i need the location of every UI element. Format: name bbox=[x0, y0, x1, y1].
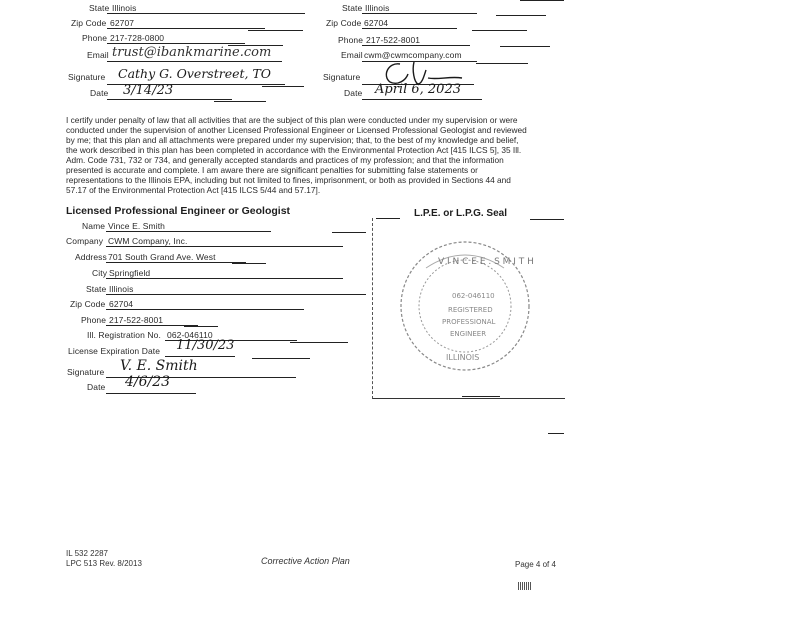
certification-line: 57.17 of the Environmental Protection Act [415 ILCS 5/44 and 57.17]. bbox=[66, 185, 321, 195]
svg-text:ENGINEER: ENGINEER bbox=[450, 330, 487, 338]
consultant-top-line bbox=[520, 0, 564, 1]
lpe-name-label: Name bbox=[82, 221, 106, 231]
lpe-signature-label: Signature bbox=[67, 367, 105, 377]
consultant-date: April 6, 2023 bbox=[375, 82, 461, 97]
consultant-phone-extra-line bbox=[500, 46, 550, 47]
lpe-company-value: CWM Company, Inc. bbox=[108, 236, 188, 246]
lpe-company-label: Company bbox=[66, 236, 104, 246]
owner-phone-line bbox=[107, 43, 245, 44]
consultant-phone-label: Phone bbox=[338, 35, 364, 45]
lpe-expiration-line bbox=[165, 356, 235, 357]
owner-state-line bbox=[107, 13, 305, 14]
certification-line: representations to the Illinois EPA, including but not limited to fines, imprisonment, or both as provided in Sections 44 and bbox=[66, 175, 511, 185]
svg-text:ILLINOIS: ILLINOIS bbox=[446, 353, 480, 362]
consultant-state-extra-line bbox=[496, 15, 546, 16]
owner-email-line bbox=[107, 61, 282, 62]
owner-date-line bbox=[107, 99, 232, 100]
lpe-zip-line bbox=[106, 309, 304, 310]
consultant-date-line bbox=[362, 99, 482, 100]
consultant-date-label: Date bbox=[344, 88, 363, 98]
right-margin-line bbox=[548, 433, 564, 434]
owner-zip-line bbox=[107, 28, 265, 29]
owner-zip-value: 62707 bbox=[110, 18, 135, 28]
consultant-state-label: State bbox=[342, 3, 363, 13]
certification-line: by me; that this plan and all attachments were prepared under my supervision; that, to the best of my knowledge and belief, bbox=[66, 135, 519, 145]
consultant-phone-value: 217-522-8001 bbox=[366, 35, 421, 45]
owner-email-value: trust@ibankmarine.com bbox=[112, 45, 272, 60]
lpe-state-line bbox=[106, 294, 366, 295]
certification-line: presented is accurate and complete. I am aware there are significant penalties for submitting false statements or bbox=[66, 165, 478, 175]
owner-email-label: Email bbox=[87, 50, 109, 60]
certification-line: conducted under the supervision of another Licensed Professional Engineer or Licensed Professional Geologist and reviewed bbox=[66, 125, 527, 135]
lpe-expiration-label: License Expiration Date bbox=[68, 346, 161, 356]
lpe-phone-label: Phone bbox=[81, 315, 107, 325]
consultant-email-extra-line bbox=[476, 63, 528, 64]
footer-doc-title: Corrective Action Plan bbox=[261, 556, 350, 566]
lpe-phone-extra-line bbox=[184, 326, 218, 327]
lpe-date: 4/6/23 bbox=[125, 374, 171, 390]
owner-signature-extra-line bbox=[262, 86, 304, 87]
lpe-city-label: City bbox=[92, 268, 108, 278]
lpe-city-line bbox=[106, 278, 343, 279]
owner-date-extra-line bbox=[214, 101, 266, 102]
owner-date: 3/14/23 bbox=[123, 83, 174, 98]
lpe-expiration-extra-line bbox=[252, 358, 310, 359]
consultant-phone-line bbox=[362, 45, 470, 46]
lpe-zip-value: 62704 bbox=[109, 299, 134, 309]
owner-phone-value: 217-728-0800 bbox=[110, 33, 165, 43]
lpe-registration-extra-line bbox=[290, 342, 348, 343]
lpe-name-extra-line bbox=[332, 232, 366, 233]
seal-bottom-extra-line bbox=[462, 396, 500, 397]
consultant-state-line bbox=[362, 13, 477, 14]
lpe-signature: V. E. Smith bbox=[120, 358, 198, 374]
svg-text:V I N C E E . S M I T H: V I N C E E . S M I T H bbox=[438, 257, 534, 267]
consultant-zip-line bbox=[362, 28, 457, 29]
svg-text:REGISTERED: REGISTERED bbox=[448, 306, 493, 314]
lpe-date-label: Date bbox=[87, 382, 106, 392]
certification-line: Adm. Code 731, 732 or 734, and generally accepted standards and practices of my profession; and that the information bbox=[66, 155, 504, 165]
certification-line: the work described in this plan has been completed in accordance with the Environmental Protection Act [415 ILCS 5], 35 Ill. bbox=[66, 145, 522, 155]
lpe-address-label: Address bbox=[75, 252, 107, 262]
owner-date-label: Date bbox=[90, 88, 109, 98]
lpe-address-line bbox=[106, 262, 246, 263]
lpe-name-line bbox=[106, 231, 271, 232]
consultant-state-value: Illinois bbox=[365, 3, 390, 13]
footer-scan-mark bbox=[518, 582, 532, 590]
owner-state-label: State bbox=[89, 3, 110, 13]
consultant-signature-label: Signature bbox=[323, 72, 361, 82]
certification-line: I certify under penalty of law that all activities that are the subject of this plan were conducted under my supervision or were bbox=[66, 115, 518, 125]
lpe-date-line bbox=[106, 393, 196, 394]
consultant-email-label: Email bbox=[341, 50, 363, 60]
lpe-registration-value: 062-046110 bbox=[167, 330, 213, 340]
lpe-seal bbox=[390, 228, 540, 388]
owner-zip-label: Zip Code bbox=[71, 18, 107, 28]
svg-text:062-046110: 062-046110 bbox=[452, 292, 495, 300]
lpe-company-line bbox=[106, 246, 343, 247]
owner-state-value: Illinois bbox=[112, 3, 137, 13]
consultant-zip-extra-line bbox=[472, 30, 527, 31]
consultant-email-value: cwm@cwmcompany.com bbox=[364, 50, 462, 60]
lpe-heading: Licensed Professional Engineer or Geologist bbox=[66, 205, 291, 217]
consultant-zip-value: 62704 bbox=[364, 18, 389, 28]
owner-signature: Cathy G. Overstreet, TO bbox=[118, 66, 272, 81]
footer-form-id: IL 532 2287 bbox=[66, 549, 108, 558]
svg-text:PROFESSIONAL: PROFESSIONAL bbox=[442, 318, 496, 326]
certification-statement bbox=[66, 115, 552, 195]
lpe-address-value: 701 South Grand Ave. West bbox=[108, 252, 216, 262]
lpe-city-value: Springfield bbox=[109, 268, 151, 278]
lpe-state-label: State bbox=[86, 284, 107, 294]
owner-signature-label: Signature bbox=[68, 72, 106, 82]
owner-phone-label: Phone bbox=[82, 33, 108, 43]
lpe-zip-label: Zip Code bbox=[70, 299, 106, 309]
lpe-state-value: Illinois bbox=[109, 284, 134, 294]
footer-form-rev: LPC 513 Rev. 8/2013 bbox=[66, 559, 142, 568]
lpe-expiration-value: 11/30/23 bbox=[176, 338, 235, 353]
lpe-name-value: Vince E. Smith bbox=[108, 221, 165, 231]
seal-heading: L.P.E. or L.P.G. Seal bbox=[414, 208, 508, 219]
consultant-zip-label: Zip Code bbox=[326, 18, 362, 28]
owner-zip-extra-line bbox=[248, 30, 303, 31]
footer-page-number: Page 4 of 4 bbox=[515, 560, 556, 569]
lpe-phone-value: 217-522-8001 bbox=[109, 315, 164, 325]
lpe-registration-label: Ill. Registration No. bbox=[87, 330, 161, 340]
lpe-address-extra-line bbox=[232, 263, 266, 264]
